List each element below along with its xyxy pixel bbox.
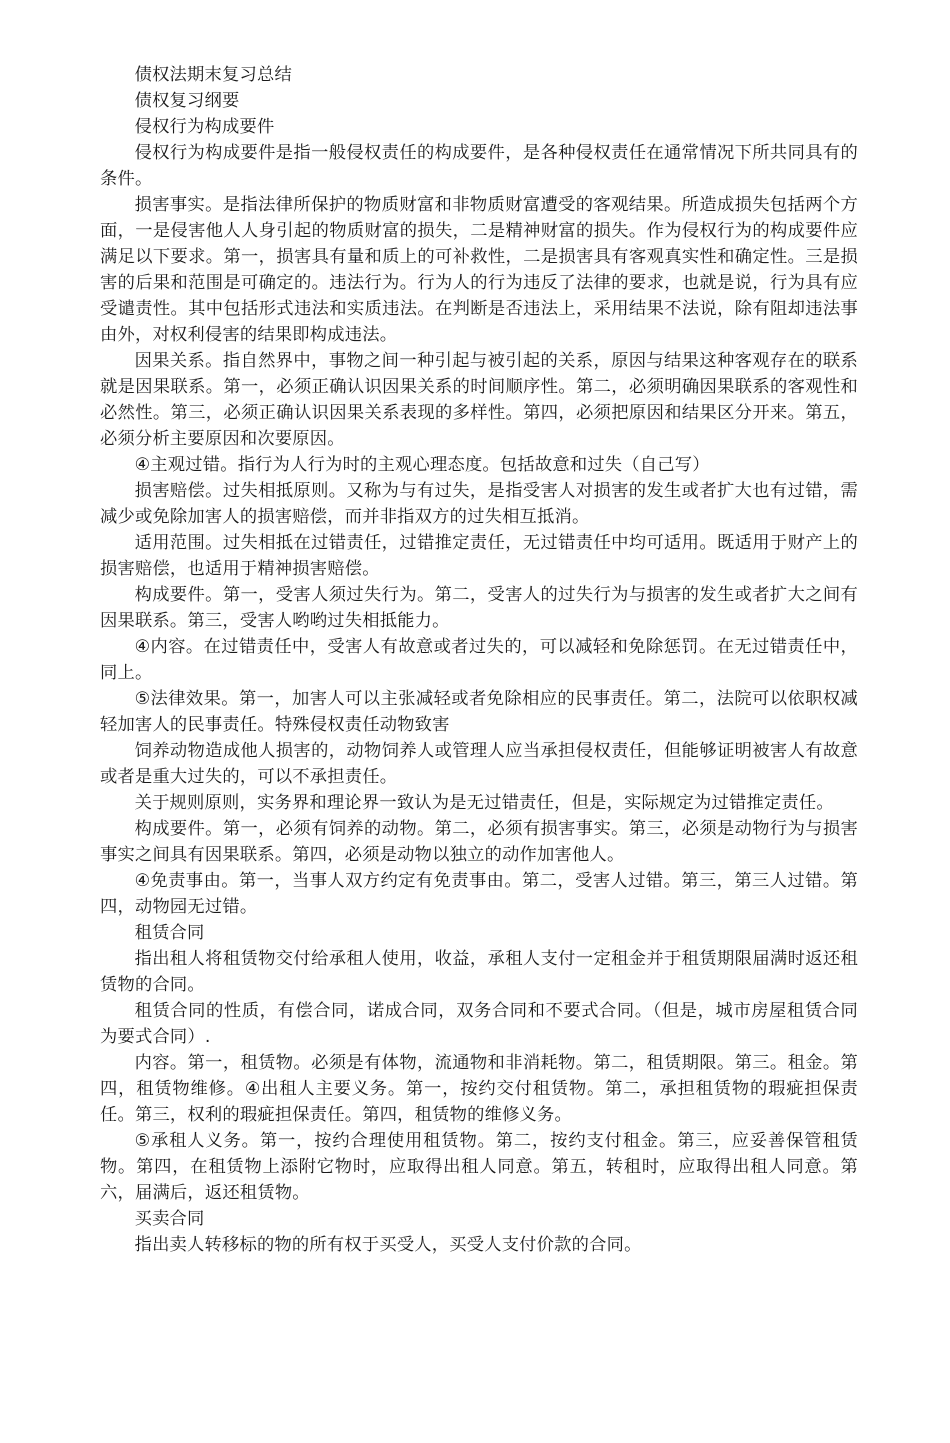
body-paragraph: 损害事实。是指法律所保护的物质财富和非物质财富遭受的客观结果。所造成损失包括两个方面，一是侵害他人人身引起的物质财富的损失，二是精神财富的损失。作为侵权行为的构成要件应满足以下要求。第一，损害具有量和质上的可补救性，二是损害具有客观真实性和确定性。三是损害的后果和范围是可确定的。违法行为。行为人的行为违反了法律的要求，也就是说，行为具有应受谴责性。其中包括形式违法和实质违法。在判断是否违法上，采用结果不法说，除有阻却违法事由外，对权利侵害的结果即构成违法。 [100, 195, 858, 345]
body-paragraph: 指出租人将租赁物交付给承租人使用，收益，承租人支付一定租金并于租赁期限届满时返还租赁物的合同。 [100, 949, 858, 995]
body-paragraph: ⑤承租人义务。第一，按约合理使用租赁物。第二，按约支付租金。第三，应妥善保管租赁物。第四，在租赁物上添附它物时，应取得出租人同意。第五，转租时，应取得出租人同意。第六，届满后，返还租赁物。 [100, 1131, 858, 1203]
body-paragraph: ④免责事由。第一，当事人双方约定有免责事由。第二，受害人过错。第三，第三人过错。第四，动物园无过错。 [100, 871, 858, 917]
body-paragraph: 构成要件。第一，受害人须过失行为。第二，受害人的过失行为与损害的发生或者扩大之间有因果联系。第三，受害人哟哟过失相抵能力。 [100, 585, 858, 631]
body-paragraph: 适用范围。过失相抵在过错责任，过错推定责任，无过错责任中均可适用。既适用于财产上的损害赔偿，也适用于精神损害赔偿。 [100, 533, 858, 579]
title-paragraph: 债权法期末复习总结 [134, 65, 292, 85]
document-page [100, 62, 858, 1258]
body-paragraph: 因果关系。指自然界中，事物之间一种引起与被引起的关系，原因与结果这种客观存在的联系就是因果联系。第一，必须正确认识因果关系的时间顺序性。第二，必须明确因果联系的客观性和必然性。第三，必须正确认识因果关系表现的多样性。第四，必须把原因和结果区分开来。第五，必须分析主要原因和次要原因。 [100, 351, 858, 449]
body-paragraph: 饲养动物造成他人损害的，动物饲养人或管理人应当承担侵权责任，但能够证明被害人有故意或者是重大过失的，可以不承担责任。 [100, 741, 858, 787]
section-heading: 买卖合同 [134, 1209, 205, 1229]
body-paragraph: ④内容。在过错责任中，受害人有故意或者过失的，可以减轻和免除惩罚。在无过错责任中，同上。 [100, 637, 858, 683]
section-heading: 侵权行为构成要件 [134, 117, 275, 137]
body-paragraph: 侵权行为构成要件是指一般侵权责任的构成要件，是各种侵权责任在通常情况下所共同具有的条件。 [100, 143, 858, 189]
section-heading: 租赁合同 [134, 923, 205, 943]
body-paragraph: 内容。第一，租赁物。必须是有体物，流通物和非消耗物。第二，租赁期限。第三。租金。第四，租赁物维修。④出租人主要义务。第一，按约交付租赁物。第二，承担租赁物的瑕疵担保责任。第三，权利的瑕疵担保责任。第四，租赁物的维修义务。 [100, 1053, 858, 1125]
body-paragraph: 构成要件。第一，必须有饲养的动物。第二，必须有损害事实。第三，必须是动物行为与损害事实之间具有因果联系。第四，必须是动物以独立的动作加害他人。 [100, 819, 858, 865]
subtitle-paragraph: 债权复习纲要 [134, 91, 240, 111]
body-paragraph: 指出卖人转移标的物的所有权于买受人，买受人支付价款的合同。 [134, 1235, 642, 1255]
body-paragraph: 租赁合同的性质，有偿合同，诺成合同，双务合同和不要式合同。（但是，城市房屋租赁合同为要式合同）. [100, 1001, 858, 1047]
body-paragraph: 损害赔偿。过失相抵原则。又称为与有过失，是指受害人对损害的发生或者扩大也有过错，需减少或免除加害人的损害赔偿，而并非指双方的过失相互抵消。 [100, 481, 858, 527]
body-paragraph: ④主观过错。指行为人行为时的主观心理态度。包括故意和过失（自己写） [134, 455, 710, 475]
body-paragraph: 关于规则原则，实务界和理论界一致认为是无过错责任，但是，实际规定为过错推定责任。 [134, 793, 834, 813]
body-paragraph: ⑤法律效果。第一，加害人可以主张减轻或者免除相应的民事责任。第二，法院可以依职权减轻加害人的民事责任。特殊侵权责任动物致害 [100, 689, 858, 735]
